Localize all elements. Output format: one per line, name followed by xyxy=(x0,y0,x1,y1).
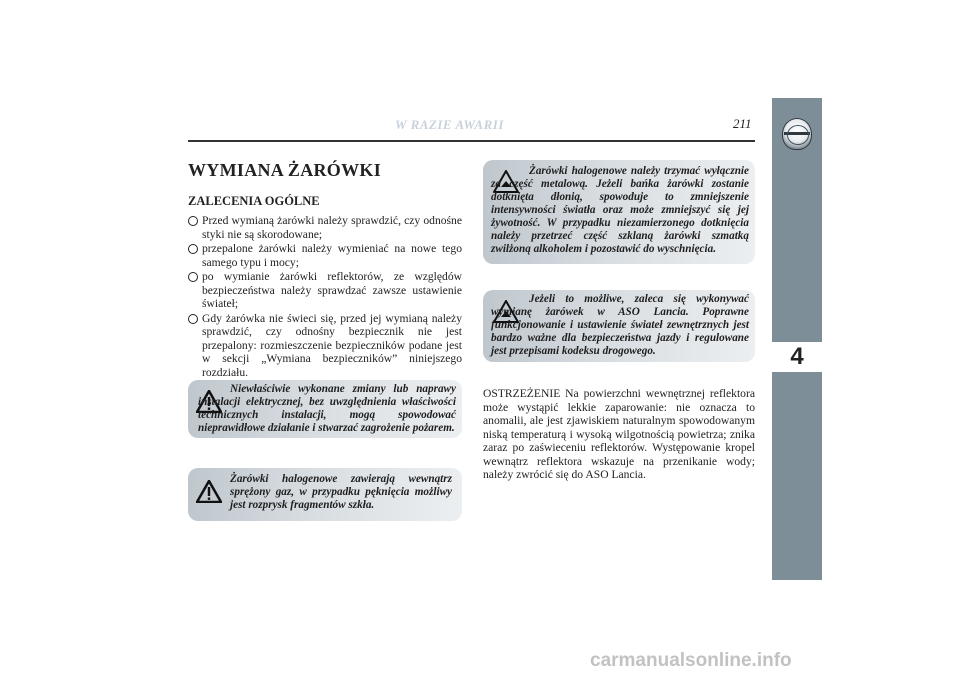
header-rule xyxy=(188,140,755,142)
warning-triangle-icon xyxy=(196,480,222,503)
chapter-side-tab xyxy=(772,98,822,580)
warning-box xyxy=(188,468,462,521)
fogging-note: OSTRZEŻENIE Na powierzchni wewnętrznej reflektora może wystąpić lekkie zaparowanie: nie oznacza to anomalii, ale jest zjawiskiem naturalnym spowodowanym niską temperaturą i wysoką wilgotnością powietrza; znika zaraz po zaświeceniu reflektorów. Występowanie kropel wewnątrz reflektora wskazuje na przenikanie wody; należy zwrócić się do ASO Lancia. xyxy=(483,387,755,481)
warning-box xyxy=(188,380,462,438)
bullet-circle-icon xyxy=(188,216,198,226)
page-number: 211 xyxy=(733,116,752,131)
caution-box xyxy=(483,290,755,362)
list-item: Przed wymianą żarówki należy sprawdzić, czy odnośne styki nie są skorodowane; xyxy=(188,214,462,241)
section-subtitle: ZALECENIA OGÓLNE xyxy=(188,194,320,208)
bullet-circle-icon xyxy=(188,314,198,324)
list-item: po wymianie żarówki reflektorów, ze względów bezpieczeństwa należy sprawdzać zawsze ustawienie świateł; xyxy=(188,270,462,311)
list-item: Gdy żarówka nie świeci się, przed jej wymianą należy sprawdzić, czy odnośny bezpiecznik nie jest przepalony: rozmieszczenie bezpieczników podane jest w sekcji „Wymiana bezpieczników” niniejszego rozdziału. xyxy=(188,312,462,380)
watermark: carmanualsonline.info xyxy=(590,650,792,671)
warning-text: Żarówki halogenowe zawierają wewnątrz sprężony gaz, w przypadku pęknięcia możliwy jest rozprysk fragmentów szkła. xyxy=(230,473,452,511)
chapter-number-box: 4 xyxy=(772,342,822,372)
caution-text: Żarówki halogenowe należy trzymać wyłącznie za część metalową. Jeżeli bańka żarówki zostanie dotknięta dłonią, spowoduje to zmniejszenie intensywności światła oraz może zmniejszyć się jej żywotność. W przypadku niezamierzonego dotknięcia należy przetrzeć część szklaną żarówki szmatką zwilżoną alkoholem i pozostawić do wyschnięcia. xyxy=(491,165,749,255)
recommendations-list xyxy=(188,214,462,380)
warning-text: Niewłaściwie wykonane zmiany lub naprawy instalacji elektrycznej, bez uwzględnienia właściwości technicznych instalacji, mogą spowodować nieprawidłowe działanie i stwarzać zagrożenie pożarem. xyxy=(198,383,456,434)
bullet-circle-icon xyxy=(188,244,198,254)
lancia-logo-icon xyxy=(782,118,812,150)
bullet-circle-icon xyxy=(188,272,198,282)
page-title: WYMIANA ŻARÓWKI xyxy=(188,160,382,180)
caution-box xyxy=(483,160,755,264)
caution-text: Jeżeli to możliwe, zaleca się wykonywać wymianę żarówek w ASO Lancia. Poprawne funkcjonowanie i ustawienie świateł zewnętrznych jest bardzo ważne dla bezpieczeństwa jazdy i regulowane jest przepisami kodeksu drogowego. xyxy=(491,293,749,357)
header-section-title: W RAZIE AWARII xyxy=(395,117,504,132)
list-item: przepalone żarówki należy wymieniać na nowe tego samego typu i mocy; xyxy=(188,242,462,269)
